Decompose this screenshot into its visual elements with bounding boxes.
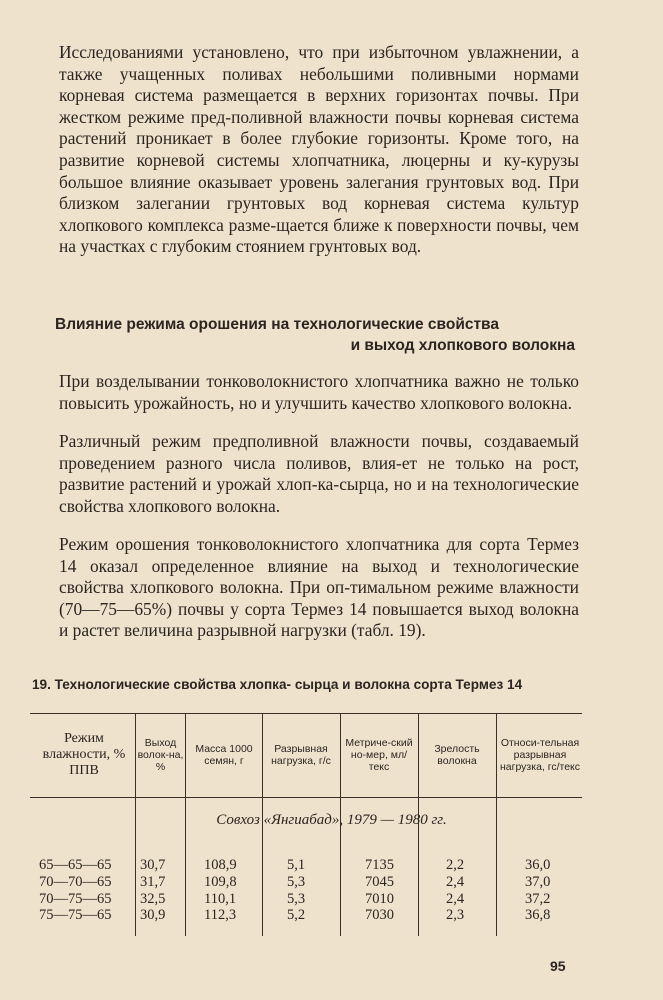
cell-seed-mass: 108,9 bbox=[204, 857, 237, 873]
page-number: 95 bbox=[550, 958, 566, 974]
table-row bbox=[0, 907, 663, 923]
cell-regime: 70—70—65 bbox=[39, 874, 112, 890]
table-row bbox=[0, 874, 663, 890]
cell-breaking-load: 5,1 bbox=[287, 857, 306, 873]
cell-relative-load: 37,2 bbox=[525, 891, 551, 907]
column-header-regime: Режим влажности, % ППВ bbox=[42, 731, 126, 778]
heading-line-2: и выход хлопкового волокна bbox=[350, 337, 575, 354]
cell-relative-load: 37,0 bbox=[525, 874, 551, 890]
cell-fiber-yield: 30,9 bbox=[140, 907, 166, 923]
paragraph-termez-14: Режим орошения тонковолокнистого хлопчатника для сорта Термез 14 оказал определенное влияние на выход и технологические свойства хлопкового волокна. При оп-тимальном режиме влажности (70—75—65%) почвы у сорта Термез 14 повышается выход волокна и растет величина разрывной нагрузки (табл. 19). bbox=[59, 534, 579, 641]
cell-metric-number: 7045 bbox=[365, 874, 394, 890]
column-header-breaking-load: Разрывная нагрузка, г/с bbox=[271, 743, 331, 767]
cell-seed-mass: 109,8 bbox=[204, 874, 237, 890]
column-header-relative-load: Относи-тельная разрывная нагрузка, гс/текс bbox=[499, 737, 580, 773]
paragraph-irrigation-regime: Различный режим предполивной влажности почвы, создаваемый проведением разного числа поливов, влия-ет не только на рост, развитие растений и урожай хлоп-ка-сырца, но и на технологические свойства хлопкового волокна. bbox=[59, 431, 579, 516]
column-header-seed-mass: Масса 1000 семян, г bbox=[195, 743, 253, 767]
cell-maturity: 2,4 bbox=[446, 874, 465, 890]
cell-fiber-yield: 32,5 bbox=[140, 891, 166, 907]
cell-maturity: 2,2 bbox=[446, 857, 465, 873]
cell-fiber-yield: 31,7 bbox=[140, 874, 166, 890]
cell-regime: 65—65—65 bbox=[39, 857, 112, 873]
cell-fiber-yield: 30,7 bbox=[140, 857, 166, 873]
cell-relative-load: 36,8 bbox=[525, 907, 551, 923]
paragraph-root-system: Исследованиями установлено, что при избыточном увлажнении, а также учащенных поливах небольшими поливными нормами корневая система размещается в верхних горизонтах почвы. При жестком режиме пред-поливной влажности почвы корневая система растений проникает в более глубокие горизонты. Кроме того, на развитие корневой системы хлопчатника, люцерны и ку-курузы большое влияние оказывает уровень залегания грунтовых вод. При близком залегании грунтовых вод корневая система культур хлопкового комплекса разме-щается ближе к поверхности почвы, чем на участках с глубоким стоянием грунтовых вод. bbox=[59, 42, 579, 257]
cell-metric-number: 7010 bbox=[365, 891, 394, 907]
cell-seed-mass: 112,3 bbox=[204, 907, 237, 923]
section-heading bbox=[55, 314, 575, 356]
cell-relative-load: 36,0 bbox=[525, 857, 551, 873]
column-header-metric-number: Метриче-ский но-мер, мл/текс bbox=[345, 737, 413, 773]
cell-maturity: 2,4 bbox=[446, 891, 465, 907]
paragraph-fiber-quality: При возделывании тонковолокнистого хлопчатника важно не только повысить урожайность, но и улучшить качество хлопкового волокна. bbox=[59, 371, 579, 413]
cell-metric-number: 7030 bbox=[365, 907, 394, 923]
table-top-rule bbox=[30, 713, 582, 714]
cell-regime: 75—75—65 bbox=[39, 907, 112, 923]
cell-breaking-load: 5,2 bbox=[287, 907, 306, 923]
heading-line-1: Влияние режима орошения на технологические свойства bbox=[55, 316, 500, 333]
table-row bbox=[0, 857, 663, 873]
table-caption: 19. Технологические свойства хлопка- сырца и волокна сорта Термез 14 bbox=[32, 677, 523, 692]
table-header-rule bbox=[30, 797, 582, 798]
cell-maturity: 2,3 bbox=[446, 907, 465, 923]
cell-regime: 70—75—65 bbox=[39, 891, 112, 907]
column-header-maturity: Зрелость волокна bbox=[434, 743, 480, 767]
cell-breaking-load: 5,3 bbox=[287, 891, 306, 907]
table-row bbox=[0, 891, 663, 907]
cell-breaking-load: 5,3 bbox=[287, 874, 306, 890]
column-header-fiber-yield: Выход волок-на, % bbox=[137, 737, 184, 773]
table-subtitle: Совхоз «Янгиабад», 1979 — 1980 гг. bbox=[216, 812, 447, 828]
cell-seed-mass: 110,1 bbox=[204, 891, 237, 907]
cell-metric-number: 7135 bbox=[365, 857, 394, 873]
